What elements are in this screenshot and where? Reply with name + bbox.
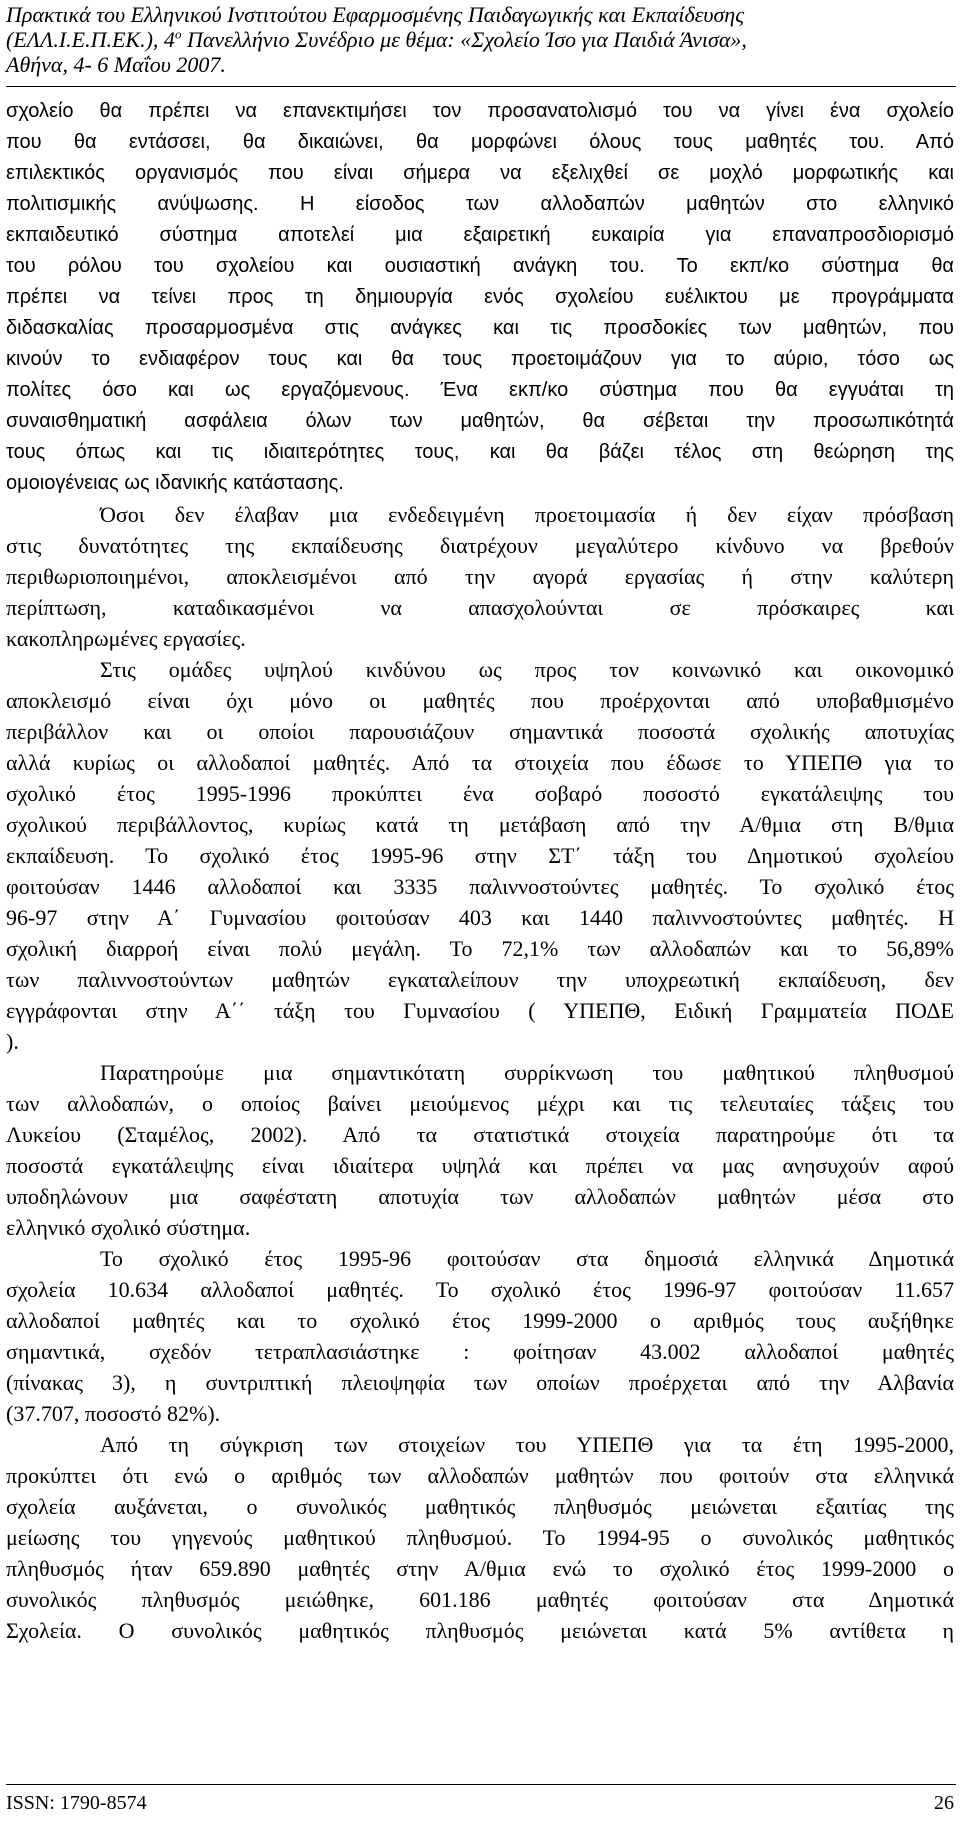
text-line: Το σχολικό έτος 1995-96 φοιτούσαν στα δημοσιά ελληνικά Δημοτικά — [100, 1246, 954, 1271]
page-number: 26 — [934, 1792, 954, 1814]
text-line: σχολικού περιβάλλοντος, κυρίως κατά τη μετάβαση από την Α/θμια στη Β/θμια — [6, 812, 954, 837]
text-line: αποκλεισμό είναι όχι μόνο οι μαθητές που προέρχονται από υποβαθμισμένο — [6, 688, 954, 713]
text-line: επιλεκτικός οργανισμός που είναι σήμερα να εξελιχθεί σε μοχλό μορφωτικής και — [6, 162, 954, 184]
text-line: που θα εντάσσει, θα δικαιώνει, θα μορφώνει όλους τους μαθητές του. Από — [6, 131, 954, 153]
issn-label: ISSN: 1790-8574 — [6, 1792, 147, 1814]
text-line: αλλοδαποί μαθητές και το σχολικό έτος 1999-2000 ο αριθμός τους αυξήθηκε — [6, 1308, 954, 1333]
text-line: πολιτισμικής ανύψωσης. Η είσοδος των αλλοδαπών μαθητών στο ελληνικό — [6, 193, 954, 215]
text-line: πρέπει να τείνει προς τη δημιουργία ενός σχολείου ευέλικτου με προγράμματα — [6, 286, 954, 308]
header-ordinal-superscript: ο — [174, 26, 182, 42]
text-line: ελληνικό σχολικό σύστημα. — [6, 1215, 251, 1240]
text-line: προκύπτει ότι ενώ ο αριθμός των αλλοδαπών μαθητών που φοιτούν στα ελληνικά — [6, 1463, 954, 1488]
text-line: συνολικός πληθυσμός μειώθηκε, 601.186 μαθητές φοιτούσαν στα Δημοτικά — [6, 1587, 954, 1612]
text-line: κινούν το ενδιαφέρον τους και θα τους προετοιμάζουν για το αύριο, τόσο ως — [6, 348, 954, 370]
text-line: σχολική διαρροή είναι πολύ μεγάλη. Το 72,1% των αλλοδαπών και το 56,89% — [6, 936, 954, 961]
text-line: περιθωριοποιημένοι, αποκλεισμένοι από την αγορά εργασίας ή στην καλύτερη — [6, 564, 954, 589]
text-line: σχολικό έτος 1995-1996 προκύπτει ένα σοβαρό ποσοστό εγκατάλειψης του — [6, 781, 954, 806]
text-line: εκπαιδευτικό σύστημα αποτελεί μια εξαιρετική ευκαιρία για επαναπροσδιορισμό — [6, 224, 954, 246]
text-line: πληθυσμός ήταν 659.890 μαθητές στην Α/θμια ενώ το σχολικό έτος 1999-2000 ο — [6, 1556, 954, 1581]
text-line: μείωσης του γηγενούς μαθητικού πληθυσμού. Το 1994-95 ο συνολικός μαθητικός — [6, 1525, 954, 1550]
text-line: εκπαίδευση. Το σχολικό έτος 1995-96 στην ΣΤ΄ τάξη του Δημοτικού σχολείου — [6, 843, 954, 868]
text-line: των αλλοδαπών, ο οποίος βαίνει μειούμενος μέχρι και τις τελευταίες τάξεις του — [6, 1091, 954, 1116]
text-line: των παλιννοστούντων μαθητών εγκαταλείπουν την υποχρεωτική εκπαίδευση, δεν — [6, 967, 954, 992]
text-line: Στις ομάδες υψηλού κινδύνου ως προς τον κοινωνικό και οικονομικό — [100, 657, 954, 682]
text-line: ομοιογένειας ως ιδανικής κατάστασης. — [6, 472, 344, 494]
text-line: Λυκείου (Σταμέλος, 2002). Από τα στατιστικά στοιχεία παρατηρούμε ότι τα — [6, 1122, 954, 1147]
header-line-1: Πρακτικά του Ελληνικού Ινστιτούτου Εφαρμοσμένης Παιδαγωγικής και Εκπαίδευσης — [6, 2, 745, 27]
text-line: πολίτες όσο και ως εργαζόμενους. Ένα εκπ/κο σύστημα που θα εγγυάται τη — [6, 379, 954, 401]
text-line: Σχολεία. Ο συνολικός μαθητικός πληθυσμός μειώνεται κατά 5% αντίθετα η — [6, 1618, 954, 1643]
text-line: συναισθηματική ασφάλεια όλων των μαθητών, θα σέβεται την προσωπικότητά — [6, 410, 954, 432]
text-line: ποσοστά εγκατάλειψης είναι ιδιαίτερα υψηλά και πρέπει να μας ανησυχούν αφού — [6, 1153, 954, 1178]
text-line: ). — [6, 1029, 19, 1054]
text-line: Από τη σύγκριση των στοιχείων του ΥΠΕΠΘ για τα έτη 1995-2000, — [100, 1432, 954, 1457]
text-line: υποδηλώνουν μια σαφέστατη αποτυχία των αλλοδαπών μαθητών μέσα στο — [6, 1184, 954, 1209]
text-line: τους όπως και τις ιδιαιτερότητες τους, και θα βάζει τέλος στη θεώρηση της — [6, 441, 954, 463]
text-line: του ρόλου του σχολείου και ουσιαστική ανάγκη του. Το εκπ/κο σύστημα θα — [6, 255, 954, 277]
header-line-2-start: (ΕΛΛ.Ι.Ε.Π.ΕΚ.), 4 — [6, 27, 175, 52]
header-line-3: Αθήνα, 4- 6 Μαΐου 2007. — [6, 52, 226, 77]
text-line: (πίνακας 3), η συντριπτική πλειοψηφία των οποίων προέρχεται από την Αλβανία — [6, 1370, 954, 1395]
running-header — [6, 2, 954, 77]
body-text — [6, 96, 954, 1646]
header-divider — [6, 86, 956, 87]
text-line: σχολείο θα πρέπει να επανεκτιμήσει τον προσανατολισμό του να γίνει ένα σχολείο — [6, 100, 954, 122]
text-line: περίπτωση, καταδικασμένοι να απασχολούνται σε πρόσκαιρες και — [6, 595, 954, 620]
page-footer — [6, 1790, 954, 1816]
text-line: (37.707, ποσοστό 82%). — [6, 1401, 221, 1426]
text-line: αλλά κυρίως οι αλλοδαποί μαθητές. Από τα στοιχεία που έδωσε το ΥΠΕΠΘ για το — [6, 750, 954, 775]
text-line: 96-97 στην Α΄ Γυμνασίου φοιτούσαν 403 και 1440 παλιννοστούντες μαθητές. Η — [6, 905, 954, 930]
text-line: σχολεία 10.634 αλλοδαποί μαθητές. Το σχολικό έτος 1996-97 φοιτούσαν 11.657 — [6, 1277, 954, 1302]
text-line: διδασκαλίας προσαρμοσμένα στις ανάγκες και τις προσδοκίες των μαθητών, που — [6, 317, 954, 339]
text-line: σημαντικά, σχεδόν τετραπλασιάστηκε : φοίτησαν 43.002 αλλοδαποί μαθητές — [6, 1339, 954, 1364]
text-line: σχολεία αυξάνεται, ο συνολικός μαθητικός πληθυσμός μειώνεται εξαιτίας της — [6, 1494, 954, 1519]
text-line: φοιτούσαν 1446 αλλοδαποί και 3335 παλιννοστούντες μαθητές. Το σχολικό έτος — [6, 874, 954, 899]
text-line: εγγράφονται στην Α΄΄ τάξη του Γυμνασίου ( ΥΠΕΠΘ, Ειδική Γραμματεία ΠΟΔΕ — [6, 998, 954, 1023]
text-line: στις δυνατότητες της εκπαίδευσης διατρέχουν μεγαλύτερο κίνδυνο να βρεθούν — [6, 533, 954, 558]
text-line: περιβάλλον και οι οποίοι παρουσιάζουν σημαντικά ποσοστά σχολικής αποτυχίας — [6, 719, 954, 744]
header-line-2 — [6, 27, 954, 52]
text-line: Παρατηρούμε μια σημαντικότατη συρρίκνωση του μαθητικού πληθυσμού — [100, 1060, 954, 1085]
footer-divider — [6, 1784, 956, 1785]
text-line: κακοπληρωμένες εργασίες. — [6, 626, 246, 651]
text-line: Όσοι δεν έλαβαν μια ενδεδειγμένη προετοιμασία ή δεν είχαν πρόσβαση — [100, 502, 954, 527]
header-line-2-end: Πανελλήνιο Συνέδριο με θέμα: «Σχολείο Ίσο για Παιδιά Άνισα», — [181, 27, 747, 52]
